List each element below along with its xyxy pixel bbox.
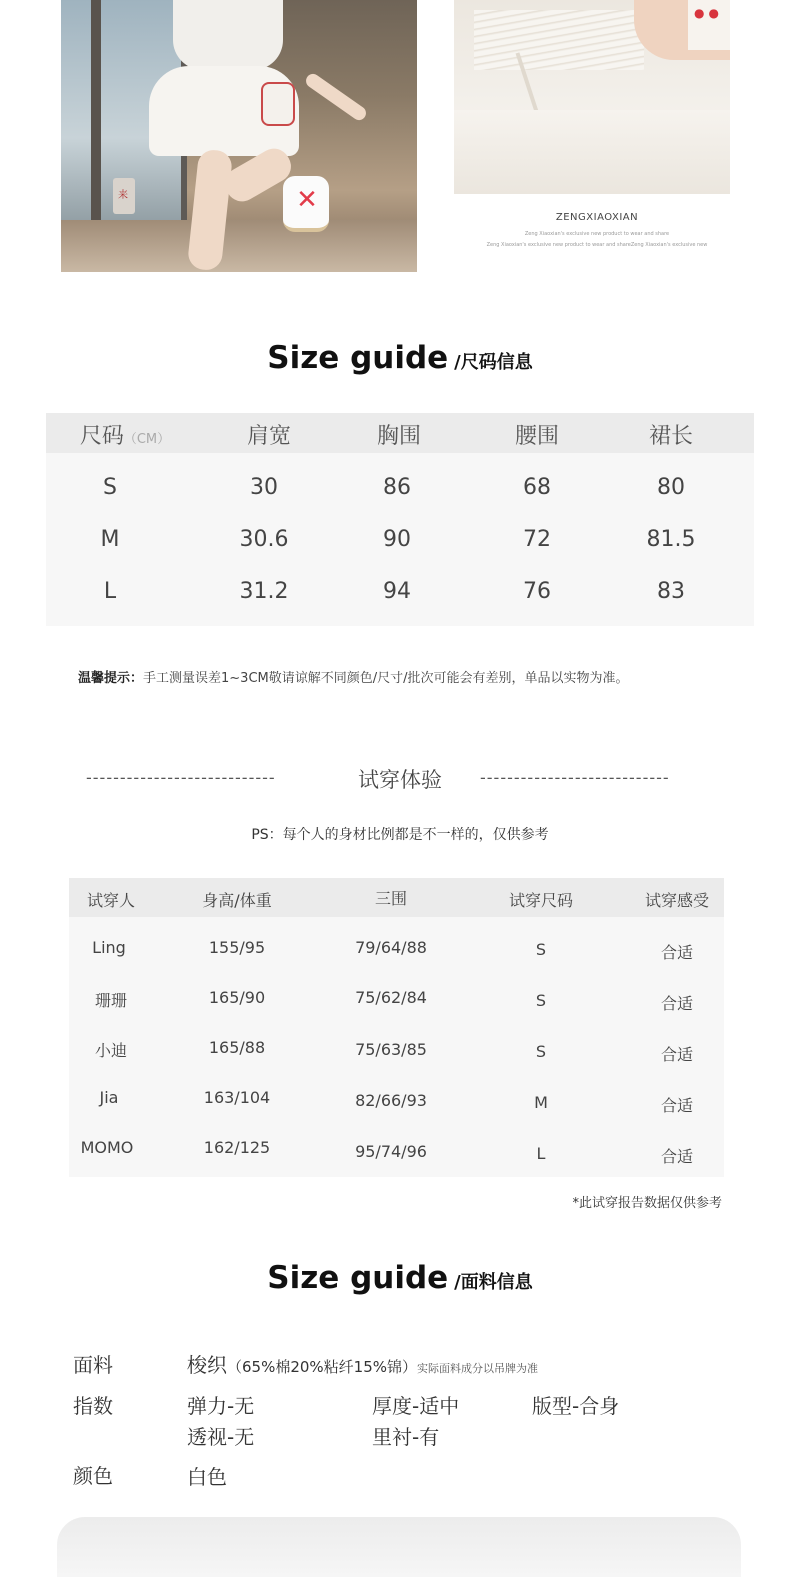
color-value: 白色 [187,1465,227,1489]
tester-height-weight: 155/95 [208,938,266,957]
brand-tagline: Zeng Xiaoxian's exclusive new product to wear and share [524,231,670,237]
tester-size: M [534,1093,548,1112]
fabric-subtitle: /面料信息 [454,1272,533,1293]
tester-feeling: 合适 [660,1147,693,1166]
fabric-heading [0,1260,800,1296]
tester-measurements: 95/74/96 [355,1142,427,1161]
cup-text: 来 [118,190,128,201]
size-cell: 68 [523,475,551,500]
index-fit: 版型-合身 [532,1394,620,1418]
tester-measurements: 82/66/93 [355,1091,427,1110]
index-label: 指数 [73,1394,113,1418]
tester-name: MOMO [80,1138,134,1157]
tester-size: S [535,991,547,1010]
floor [61,220,417,272]
fabric-title: Size guide [267,1260,449,1296]
size-table [46,413,754,626]
tester-measurements: 75/62/84 [355,988,427,1007]
size-cell: 80 [657,475,685,500]
size-cell: 31.2 [239,579,289,604]
tester-size: L [536,1144,546,1163]
tip-text: 手工测量误差1~3CM敬请谅解不同颜色/尺寸/批次可能会有差别，单品以实物为准。 [143,671,629,686]
size-cell: L [103,579,117,604]
next-product-photo [57,1517,741,1577]
brand-name: ZENGXIAOXIAN [555,212,639,223]
header-measurements: 三围 [374,889,407,908]
tester-measurements: 75/63/85 [355,1040,427,1059]
tester-feeling: 合适 [660,1096,693,1115]
tester-height-weight: 165/90 [208,988,266,1007]
measurement-tip [78,667,629,686]
size-cell: 83 [657,579,685,604]
index-elasticity: 弹力-无 [187,1394,255,1418]
tester-height-weight: 162/125 [203,1138,271,1157]
header-shoulder: 肩宽 [246,424,291,449]
crossbody-bag [261,82,295,126]
material-value [187,1349,538,1378]
lace-detail [474,10,644,70]
tester-name: 小迪 [94,1041,127,1060]
divider-right: ---------------------------- [480,768,670,787]
tester-feeling: 合适 [660,994,693,1013]
tester-height-weight: 163/104 [203,1088,271,1107]
header-tried-size: 试穿尺码 [508,891,573,910]
fabric-detail-photo [454,0,730,194]
arm [303,71,368,123]
size-cell: 81.5 [646,527,696,552]
size-cell: 30.6 [239,527,289,552]
size-cell: 30 [250,475,278,500]
size-cell: M [100,527,120,552]
cup [113,178,135,214]
fitting-note: *此试穿报告数据仅供参考 [572,1196,722,1211]
size-guide-heading [0,340,800,376]
tester-name: Jia [99,1088,119,1107]
size-cell: S [103,475,117,500]
tester-name: 珊珊 [94,991,127,1010]
header-bust: 胸围 [376,424,421,449]
tester-size: S [535,940,547,959]
header-feeling: 试穿感受 [644,891,709,910]
material-label: 面料 [73,1353,113,1377]
size-guide-subtitle: /尺码信息 [454,352,533,373]
material-composition: （65%棉20%粘纤15%锦） [227,1358,418,1376]
color-label: 颜色 [73,1464,113,1488]
index-transparency: 透视-无 [187,1425,255,1449]
index-thickness: 厚度-适中 [372,1394,460,1418]
tester-feeling: 合适 [660,943,693,962]
fabric-fold [454,110,730,194]
polka-dots-icon: ●● [694,6,723,20]
size-cell: 72 [523,527,551,552]
tester-measurements: 79/64/88 [355,938,427,957]
header-waist: 腰围 [514,424,559,449]
header-height-weight: 身高/体重 [202,891,272,910]
model-photo-left [61,0,417,272]
fitting-title: 试穿体验 [358,768,442,792]
tip-label: 温馨提示： [78,671,144,686]
tester-size: S [535,1042,547,1061]
index-lining: 里衬-有 [372,1425,440,1449]
unit-label: （CM） [123,432,171,447]
size-cell: 76 [523,579,551,604]
material-note: 实际面料成分以吊牌为准 [417,1362,539,1375]
tester-name: Ling [92,938,126,957]
size-cell: 86 [383,475,411,500]
header-size: 尺码（CM） [79,424,171,449]
size-cell: 90 [383,527,411,552]
material-type: 梭织 [187,1353,227,1377]
tester-feeling: 合适 [660,1045,693,1064]
brand-tagline-long: Zeng Xiaoxian's exclusive new product to wear and shareZeng Xiaoxian's exclusive new [486,242,708,248]
white-top [173,0,283,70]
header-length: 裙长 [648,424,693,449]
size-cell: 94 [383,579,411,604]
fitting-ps: PS：每个人的身材比例都是不一样的，仅供参考 [251,827,549,843]
divider-left: ---------------------------- [86,768,276,787]
size-guide-title: Size guide [267,340,449,376]
sneaker-logo-icon: ✕ [296,185,318,215]
tester-height-weight: 165/88 [208,1038,266,1057]
header-tester: 试穿人 [86,891,135,910]
fitting-table [69,878,724,1177]
